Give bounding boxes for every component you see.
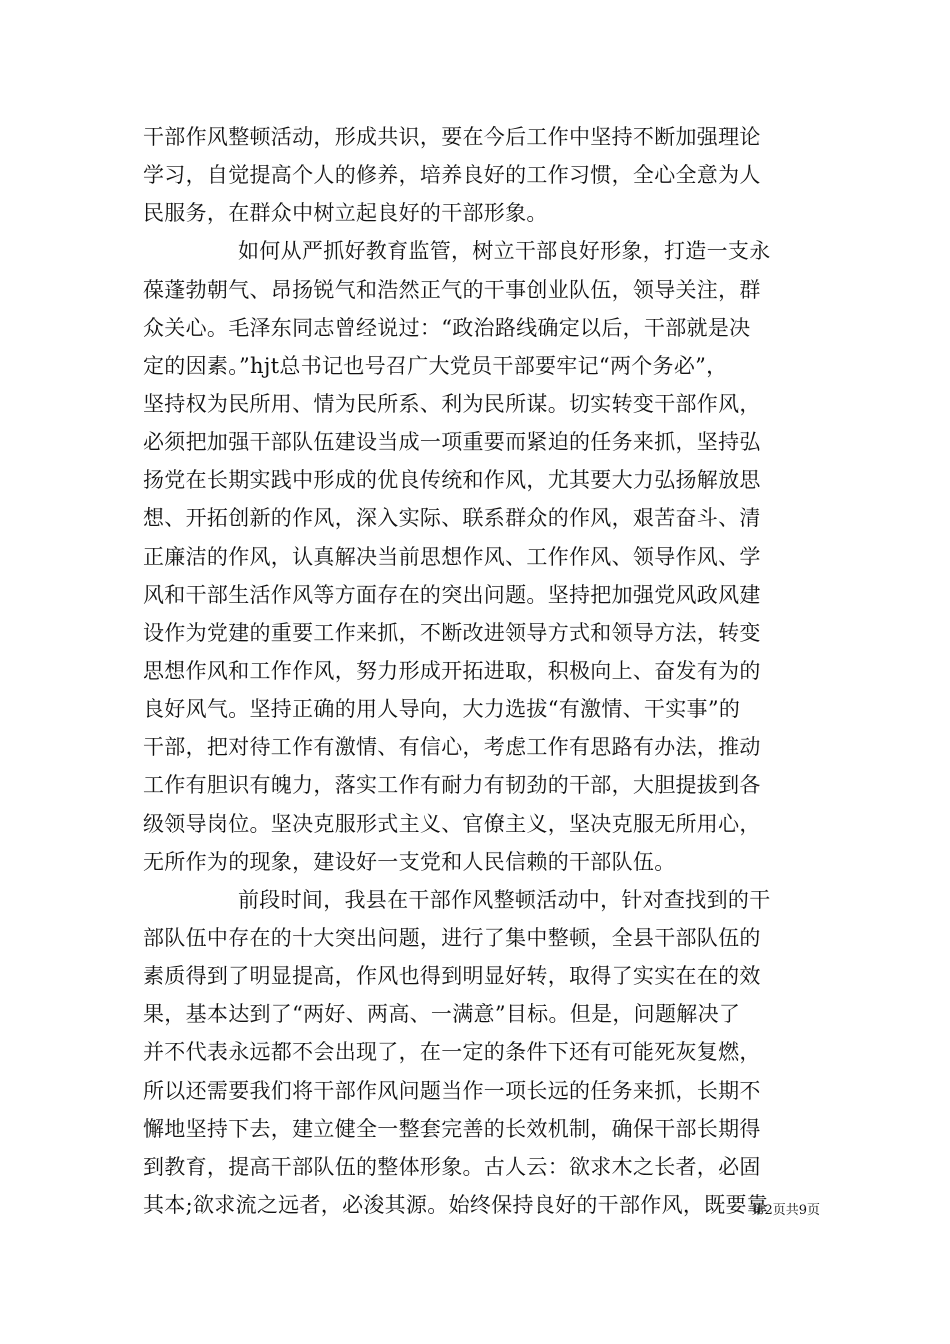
- text-line: 正廉洁的作风，认真解决当前思想作风、工作作风、领导作风、学: [143, 544, 761, 569]
- text-line: 工作有胆识有魄力，落实工作有耐力有韧劲的干部，大胆提拔到各: [143, 773, 761, 798]
- text-line: 扬党在长期实践中形成的优良传统和作风，尤其要大力弘扬解放思: [143, 468, 761, 493]
- text-line: 到教育，提高干部队伍的整体形象。古人云：欲求木之长者，必固: [143, 1154, 761, 1179]
- text-line: 级领导岗位。坚决克服形式主义、官僚主义，坚决克服无所用心，: [143, 811, 761, 836]
- document-body: [143, 118, 807, 1224]
- text-line: 懈地坚持下去，建立健全一整套完善的长效机制，确保干部长期得: [143, 1116, 761, 1141]
- text-line: 民服务，在群众中树立起良好的干部形象。: [143, 201, 548, 226]
- text-line: 并不代表永远都不会出现了，在一定的条件下还有可能死灰复燃，: [143, 1040, 761, 1065]
- text-line: 果，基本达到了“两好、两高、一满意”目标。但是，问题解决了: [143, 1002, 741, 1027]
- text-line: 干部作风整顿活动，形成共识，要在今后工作中坚持不断加强理论: [143, 125, 761, 149]
- text-line: 学习，自觉提高个人的修养，培养良好的工作习惯，全心全意为人: [143, 163, 761, 188]
- text-line: 无所作为的现象，建设好一支党和人民信赖的干部队伍。: [143, 849, 676, 874]
- text-line: 思想作风和工作作风，努力形成开拓进取，积极向上、奋发有为的: [143, 658, 761, 683]
- text-line: 众关心。毛泽东同志曾经说过：“政治路线确定以后，干部就是决: [143, 315, 751, 340]
- text-line: 干部，把对待工作有激情、有信心，考虑工作有思路有办法，推动: [143, 735, 761, 760]
- paragraph-first-line: 如何从严抓好教育监管，树立干部良好形象，打造一支永: [238, 239, 771, 264]
- text-line: 想、开拓创新的作风，深入实际、联系群众的作风，艰苦奋斗、清: [143, 506, 761, 531]
- paragraph-first-line: 前段时间，我县在干部作风整顿活动中，针对查找到的干: [238, 887, 771, 912]
- text-line: 坚持权为民所用、情为民所系、利为民所谋。切实转变干部作风，: [143, 391, 761, 416]
- text-line: 所以还需要我们将干部作风问题当作一项长远的任务来抓，长期不: [143, 1078, 761, 1103]
- text-line: 必须把加强干部队伍建设当成一项重要而紧迫的任务来抓，坚持弘: [143, 430, 761, 455]
- text-line: 良好风气。坚持正确的用人导向，大力选拔“有激情、干实事”的: [143, 697, 741, 722]
- text-line: 素质得到了明显提高，作风也得到明显好转，取得了实实在在的效: [143, 964, 761, 989]
- text-line: 葆蓬勃朝气、昂扬锐气和浩然正气的干事创业队伍，领导关注，群: [143, 277, 761, 302]
- text-line: 风和干部生活作风等方面存在的突出问题。坚持把加强党风政风建: [143, 582, 761, 607]
- page-number-footer: 第2页共9页: [751, 1203, 820, 1218]
- text-line: 部队伍中存在的十大突出问题，进行了集中整顿，全县干部队伍的: [143, 925, 761, 950]
- text-line: 其本;欲求流之远者，必浚其源。始终保持良好的干部作风，既要靠: [143, 1192, 769, 1217]
- text-line: 定的因素。”hjt总书记也号召广大党员干部要牢记“两个务必”，: [143, 353, 728, 378]
- text-line: 设作为党建的重要工作来抓，不断改进领导方式和领导方法，转变: [143, 620, 761, 645]
